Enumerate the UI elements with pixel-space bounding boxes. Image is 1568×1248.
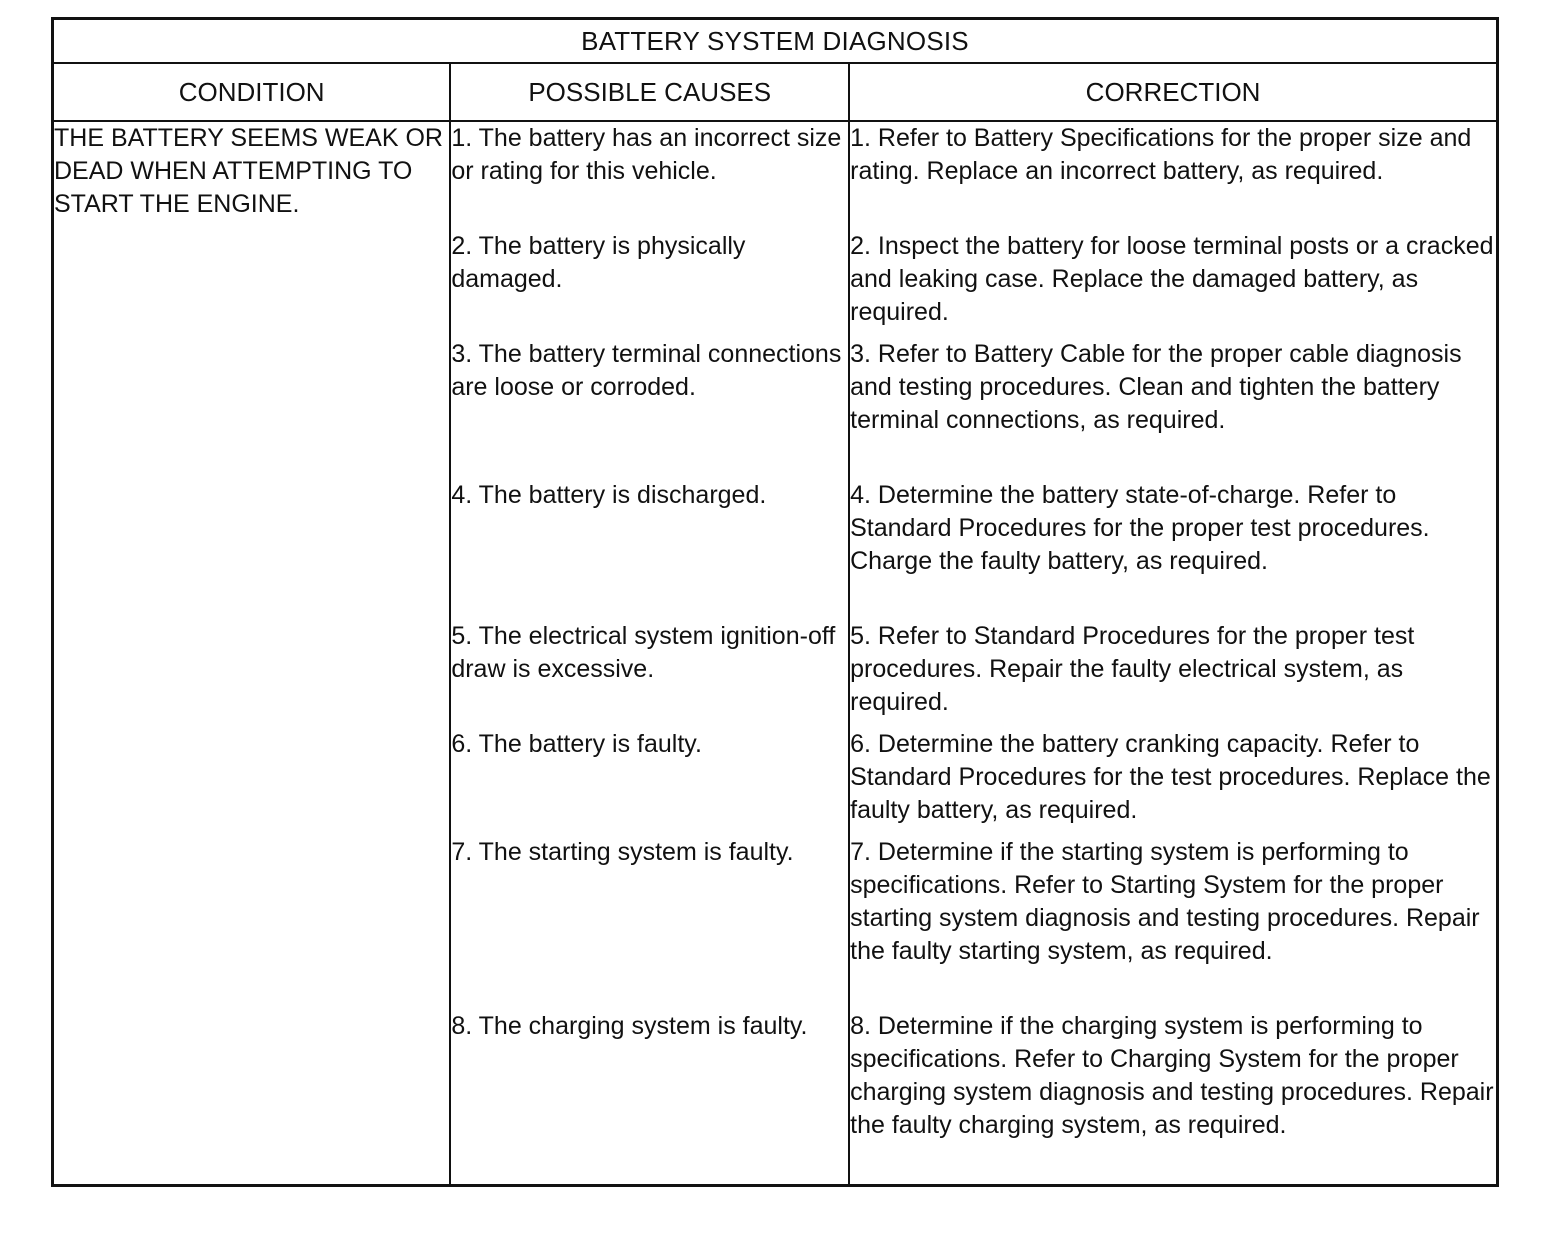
cause-item: 1. The battery has an incorrect size or rating for this vehicle. (451, 124, 842, 185)
correction-item: 2. Inspect the battery for loose terminal posts or a cracked and leaking case. Replace the damaged battery, as required. (850, 232, 1494, 326)
correction-cell (849, 121, 1497, 1186)
correction-item: 5. Refer to Standard Procedures for the proper test procedures. Repair the faulty electrical system, as required. (850, 622, 1415, 716)
header-condition: CONDITION (53, 63, 451, 121)
causes-cell (450, 121, 849, 1186)
correction-item: 8. Determine if the charging system is performing to specifications. Refer to Charging System for the proper charging system diagnosis and testing procedures. Repair the faulty charging system, as required. (850, 1012, 1494, 1139)
cause-item: 2. The battery is physically damaged. (451, 232, 746, 293)
title-row (53, 19, 1498, 64)
cause-item: 8. The charging system is faulty. (451, 1012, 808, 1040)
header-row (53, 63, 1498, 121)
cause-item: 7. The starting system is faulty. (451, 838, 794, 866)
cause-item: 5. The electrical system ignition-off draw is excessive. (451, 622, 836, 683)
cause-item: 4. The battery is discharged. (451, 481, 767, 509)
correction-item: 6. Determine the battery cranking capacity. Refer to Standard Procedures for the test procedures. Replace the faulty battery, as required. (850, 730, 1491, 824)
condition-cell (53, 121, 451, 1186)
condition-text: THE BATTERY SEEMS WEAK OR DEAD WHEN ATTEMPTING TO START THE ENGINE. (54, 124, 443, 218)
header-correction: CORRECTION (849, 63, 1497, 121)
table-title: BATTERY SYSTEM DIAGNOSIS (53, 19, 1498, 64)
correction-item: 1. Refer to Battery Specifications for the proper size and rating. Replace an incorrect battery, as required. (850, 124, 1472, 185)
correction-item: 3. Refer to Battery Cable for the proper cable diagnosis and testing procedures. Clean and tighten the battery terminal connections, as required. (850, 340, 1462, 434)
cause-item: 3. The battery terminal connections are loose or corroded. (451, 340, 842, 401)
body-row (53, 121, 1498, 1186)
battery-diagnosis-table (51, 17, 1499, 1187)
correction-item: 4. Determine the battery state-of-charge. Refer to Standard Procedures for the proper test procedures. Charge the faulty battery, as required. (850, 481, 1430, 575)
cause-item: 6. The battery is faulty. (451, 730, 702, 758)
header-possible-causes: POSSIBLE CAUSES (450, 63, 849, 121)
correction-item: 7. Determine if the starting system is performing to specifications. Refer to Starting System for the proper starting system diagnosis and testing procedures. Repair the faulty starting system, as required. (850, 838, 1480, 965)
